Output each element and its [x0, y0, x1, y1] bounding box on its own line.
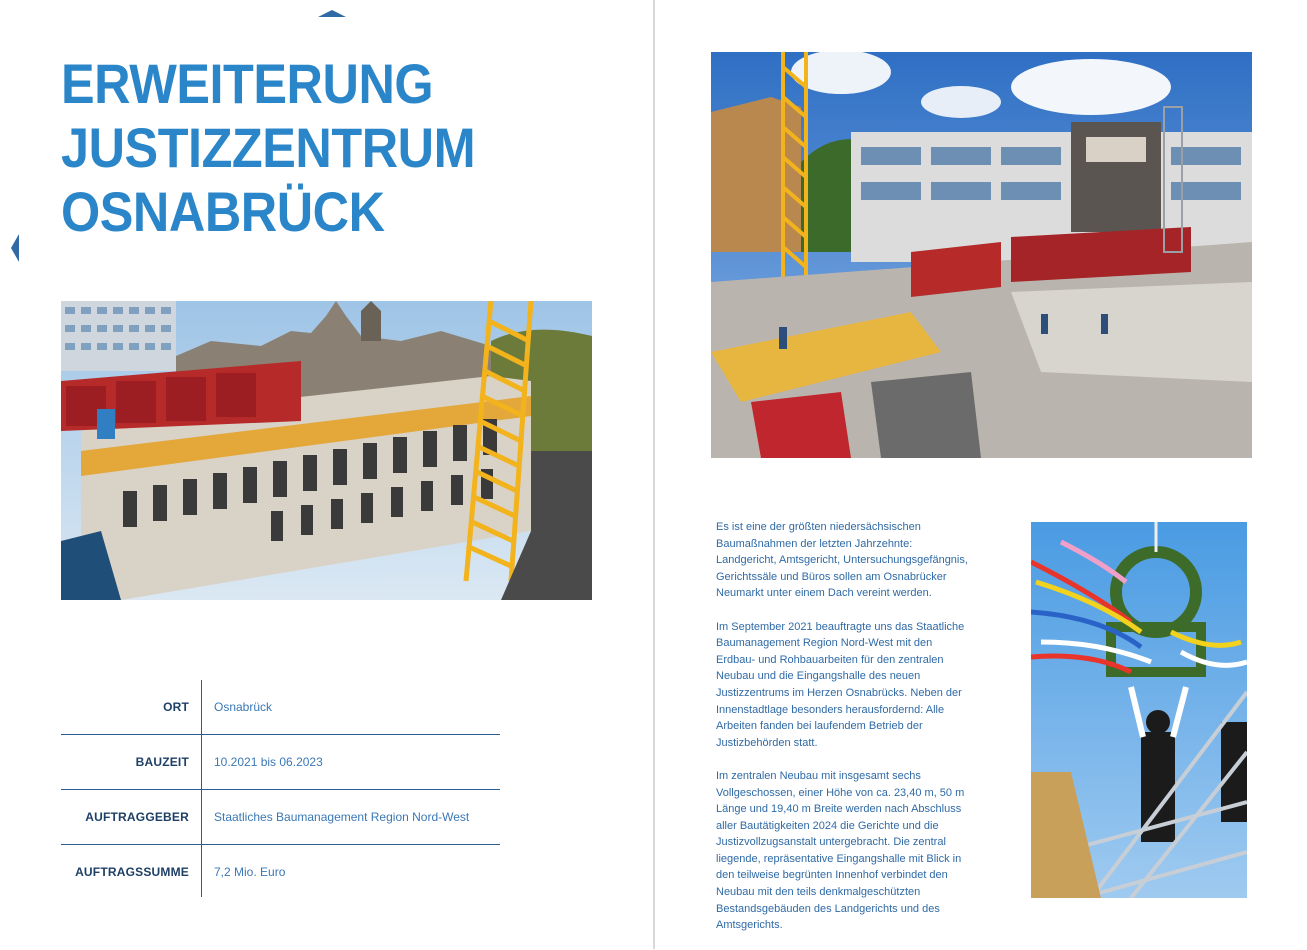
triangle-left-icon[interactable]: [11, 234, 19, 262]
project-facts-table: [61, 680, 500, 899]
fact-value: 10.2021 bis 06.2023: [214, 755, 323, 769]
fact-row-bauzeit: [61, 735, 500, 790]
fact-value: 7,2 Mio. Euro: [214, 865, 286, 879]
title-line-3: OSNABRÜCK: [61, 180, 385, 243]
title-line-1: ERWEITERUNG: [61, 52, 434, 115]
topping-out-ceremony-photo: [1031, 522, 1247, 898]
description-paragraph-3: Im zentralen Neubau mit insgesamt sechs Vollgeschossen, einer Höhe von ca. 23,40 m, 50 m Länge und 19,40 m Breite werden nach Abschluss aller Bautätigkeiten 2024 die Gerichte und die Justizvollzugsanstalt untergebracht. Die zentral liegende, repräsentative Eingangshalle mit Blick in den teilweise begrünten Innenhof verbindet den Neubau mit den teils denkmalgeschützten Bestandsgebäuden des Landgerichts und des Amtsgerichts.: [716, 769, 965, 932]
triangle-up-icon[interactable]: [318, 10, 346, 17]
left-page: [0, 0, 653, 949]
construction-building-photo: [61, 301, 592, 600]
fact-value: Staatliches Baumanagement Region Nord-West: [214, 810, 470, 824]
right-page: [655, 0, 1307, 949]
description-paragraph-2: Im September 2021 beauftragte uns das Staatliche Baumanagement Region Nord-West mit den Erdbau- und Rohbauarbeiten für den zentralen Neubau und die Eingangshalle des neuen Justizzentrums im Herzen Osnabrücks. Neben der Innenstadtlage besonders herausfordernd: Alle Arbeiten fanden bei laufendem Betrieb der Justizbehörden statt.: [716, 620, 965, 749]
fact-row-auftraggeber: [61, 790, 500, 845]
construction-site-photo: [711, 52, 1252, 458]
fact-row-auftragssumme: [61, 845, 500, 899]
fact-row-ort: [61, 680, 500, 735]
fact-label: ORT: [163, 700, 189, 714]
fact-label: AUFTRAGSSUMME: [75, 865, 189, 879]
description-paragraph-1: Es ist eine der größten niedersächsischen Baumaßnahmen der letzten Jahrzehnte: Landgericht, Amtsgericht, Untersuchungsgefängnis, Gerichtssäle und Büros sollen am Osnabrücker Neumarkt unter einem Dach vereint werden.: [716, 521, 968, 600]
page-title: [61, 52, 475, 244]
title-line-2: JUSTIZZENTRUM: [61, 116, 476, 179]
project-description: [716, 519, 974, 950]
fact-label: AUFTRAGGEBER: [85, 810, 189, 824]
fact-label: BAUZEIT: [135, 755, 189, 769]
fact-value: Osnabrück: [214, 700, 273, 714]
